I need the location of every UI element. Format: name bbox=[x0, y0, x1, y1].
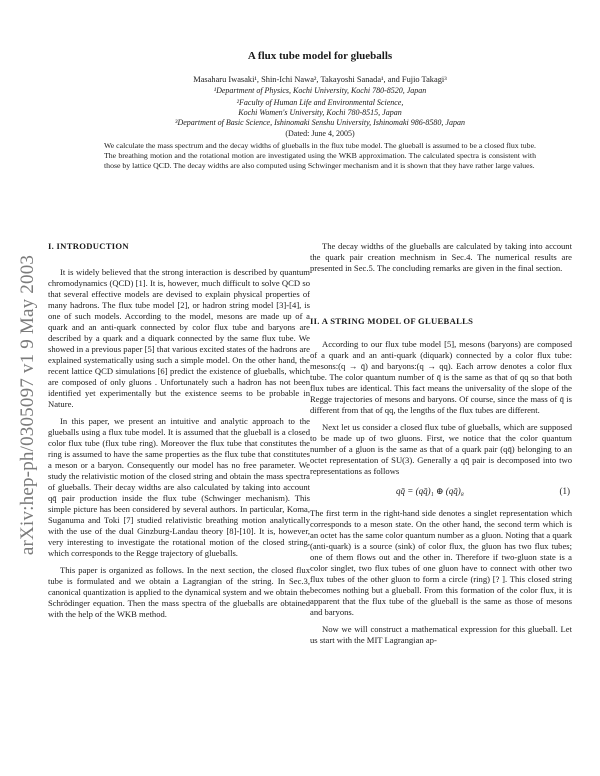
dated-line: (Dated: June 4, 2005) bbox=[285, 129, 355, 138]
left-column bbox=[48, 241, 310, 620]
paragraph: The decay widths of the glueballs are calculated by taking into account the quark pair creation mechnism in Sec.4. The numerical results are presented in Sec.5. The concluding remarks are given in the final section. bbox=[310, 241, 572, 273]
section-heading-string-model: II. A STRING MODEL OF GLUEBALLS bbox=[310, 316, 474, 326]
author-list: Masaharu Iwasaki¹, Shin-Ichi Nawa², Takayoshi Sanada¹, and Fujio Takagi³ bbox=[193, 75, 447, 84]
paragraph: The first term in the right-hand side denotes a singlet representation which corresponds to a meson state. On the other hand, the second term which is an octet has the same color quantum number as a gluon. Noting that a quark (anti-quark) is a source (sink) of color flux, the gluon has two flux tubes; one of them flows out and the other in. Therefore if two-gluon state is a color singlet, two flux tubes of one gluon have to connect with other two flux tubes of the other gluon to form a circle (ring) [? ]. This closed string becomes nothing but a glueball. From this formation of the color flux, it is apparent that the flux tube of the glueball is the same as those of mesons and baryons. bbox=[310, 508, 572, 617]
right-column bbox=[310, 241, 572, 646]
paragraph: This paper is organized as follows. In the next section, the closed flux tube is formulated and we obtain a Lagrangian of the string. In Sec.3, canonical quantization is applied to the dynamical system and we obtain the Schrödinger equation. Then the mass spectra of the glueballs are obtained with the help of the WKB method. bbox=[48, 565, 310, 619]
affiliation-1: ¹Department of Physics, Kochi University, Kochi 780-8520, Japan bbox=[213, 86, 427, 95]
paragraph: According to our flux tube model [5], mesons (baryons) are composed of a quark and an anti-quark (diquark) connected by a color flux tube: mesons:(q → q̄) and baryons:(q → qq). Each arrow denotes a color flux tube. The color quantum number of q̄ is the same as that of qq so that both flux tubes are identical. This fact means the universality of the slope of the Regge trajectories of mesons and baryons. Of course, since the mass of q̄ is different from that of qq, the lengths of the flux tubes are different. bbox=[310, 339, 572, 415]
equation-body: qq̄ = (qq̄)₁ ⊕ (qq̄)₈ bbox=[396, 486, 464, 496]
arxiv-identifier: arXiv:hep-ph/0305097 v1 9 May 2003 bbox=[17, 254, 38, 556]
equation-1 bbox=[310, 486, 572, 497]
paragraph: Now we will construct a mathematical expression for this glueball. Let us start with the MIT Lagrangian ap- bbox=[310, 624, 572, 645]
paragraph: Next let us consider a closed flux tube of glueballs, which are supposed to be made up of two gluons. First, we notice that the color quantum number of a gluon is the same as that of a quark pair (qq̄) belonging to an octet representation of SU(3). Generally a qq̄ pair is decomposed into two representations as follows bbox=[310, 422, 572, 476]
affiliation-2-line-1: ²Faculty of Human Life and Environmental Science, bbox=[236, 98, 404, 107]
body-columns bbox=[0, 241, 600, 771]
paragraph: It is widely believed that the strong interaction is described by quantum chromodynamics (QCD) [1]. It is, however, much difficult to solve QCD so that several effective models are devised to explain physical properties of many hadrons. The flux tube model [2], or hadron string model [3]-[4], is one of such models. According to the model, mesons are made up of a quark and an anti-quark connected by color flux tube and baryons are described by a quark and a diquark connected by the same flux tube. We showed in a previous paper [5] that various excited states of the hadrons are explained systematically using such a simple model. On the other hand, the recent lattice QCD simulations [6] predict the existence of glueballs, which are composed of only gluons . Unfortunately such a hadron has not been identified yet experimentally but the existence seems to be probable in Nature. bbox=[48, 267, 310, 409]
affiliation-2-line-2: Kochi Women's University, Kochi 780-8515, Japan bbox=[238, 108, 402, 117]
section-heading-introduction: I. INTRODUCTION bbox=[48, 241, 129, 251]
paper-title: A flux tube model for glueballs bbox=[247, 50, 393, 62]
affiliation-3: ³Department of Basic Science, Ishinomaki Senshu University, Ishinomaki 986-8580, Japan bbox=[175, 118, 465, 127]
paragraph: In this paper, we present an intuitive and analytic approach to the glueballs using a flux tube model. It is assumed that the glueball is a closed color flux tube (flux tube ring). Moreover the flux tube that constitutes the ring is assumed to have the same properties as the flux tube that constitutes a meson or a baryon. Consequently our model has no free parameter. We study the relativistic motion of the closed string and obtain the mass spectra of glueballs. Their decay widths are also calculated by taking into account qq̄ pair production inside the flux tube (Schwinger mechanism). This simple picture has been considered by several authors. In particular, Koma, Suganuma and Toki [7] studied relativistic breathing motion analytically with the use of the dual Ginzburg-Landau theory [8]-[10]. It is, however, very interesting to investigate the rotational motion of the closed string, which corresponds to the Regge trajectory of glueballs. bbox=[48, 416, 310, 558]
abstract: We calculate the mass spectrum and the decay widths of glueballs in the flux tube model. The glueball is assumed to be a closed flux tube. The breathing motion and the rotational motion are investigated using the WKB approximation. The calculated spectra is consistent with those by lattice QCD. The decay widths are also computed using Schwinger mechanism and it is shown that they have rather large values. bbox=[104, 141, 536, 171]
equation-number: (1) bbox=[559, 486, 570, 496]
